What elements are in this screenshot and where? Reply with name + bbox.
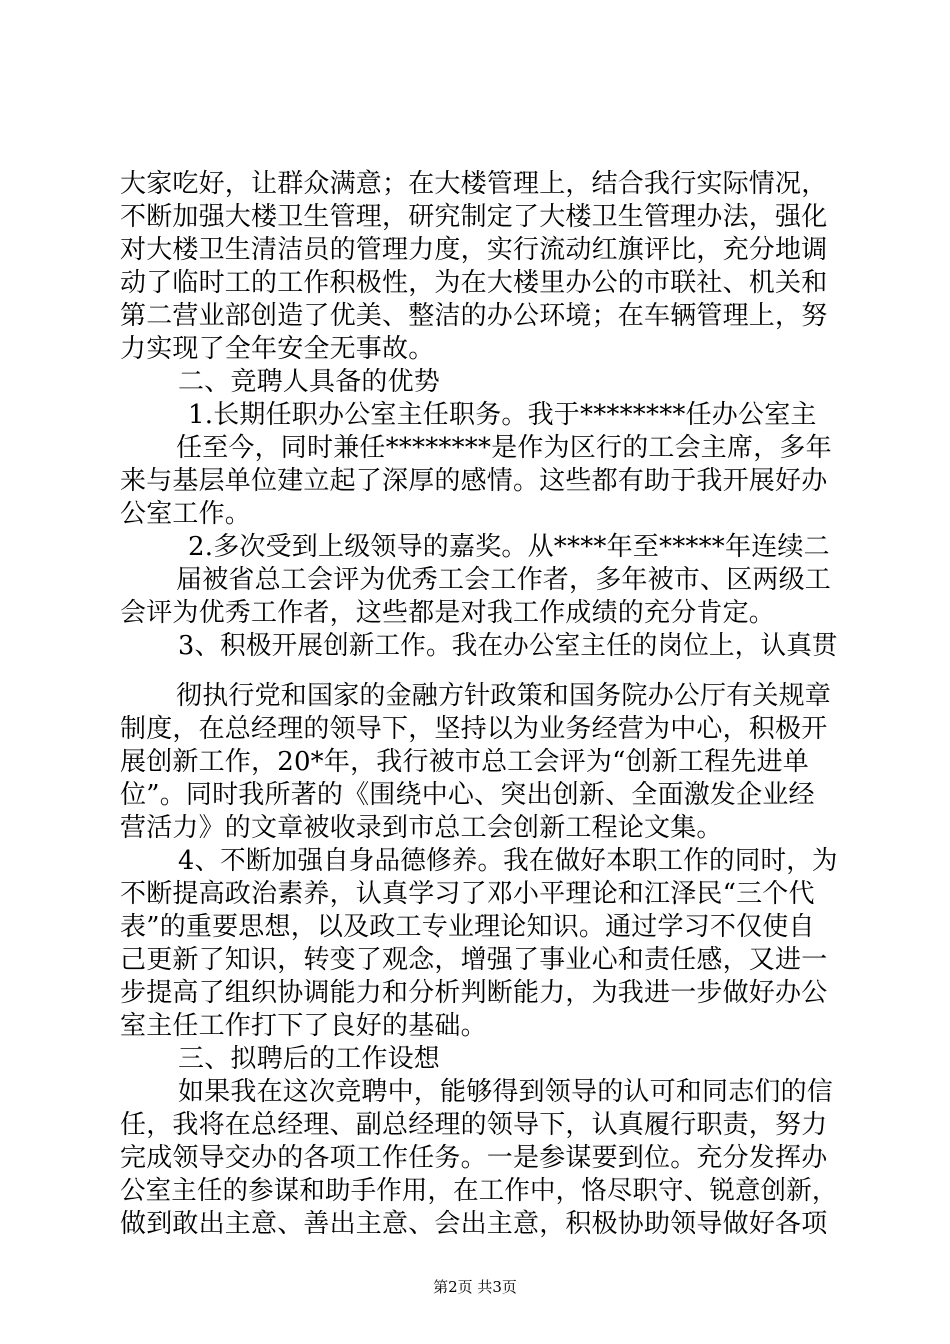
- text-line: 4、不断加强自身品德修养。我在做好本职工作的同时，为: [178, 846, 838, 876]
- text-line: 动了临时工的工作积极性，为在大楼里办公的市联社、机关和: [120, 268, 828, 298]
- text-line: 完成领导交办的各项工作任务。一是参谋要到位。充分发挥办: [120, 1143, 828, 1173]
- text-line: 位”。同时我所著的《围绕中心、突出创新、全面激发企业经: [120, 780, 815, 810]
- text-line: 届被省总工会评为优秀工会工作者，多年被市、区两级工: [176, 565, 832, 595]
- text-line: 表”的重要思想，以及政工专业理论知识。通过学习不仅使自: [120, 912, 815, 942]
- text-line: 3、积极开展创新工作。我在办公室主任的岗位上，认真贯: [178, 631, 838, 661]
- text-line: 如果我在这次竞聘中，能够得到领导的认可和同志们的信: [178, 1077, 834, 1107]
- text-line: 步提高了组织协调能力和分析判断能力，为我进一步做好办公: [120, 978, 828, 1008]
- text-line: 展创新工作，20*年，我行被市总工会评为“创新工程先进单: [120, 747, 809, 777]
- text-line: 制度，在总经理的领导下，坚持以为业务经营为中心，积极开: [120, 714, 828, 744]
- text-line: 来与基层单位建立起了深厚的感情。这些都有助于我开展好办: [120, 466, 828, 496]
- section-heading: 二、竞聘人具备的优势: [178, 367, 441, 397]
- section-heading: 三、拟聘后的工作设想: [178, 1044, 441, 1074]
- text-line: 会评为优秀工作者，这些都是对我工作成绩的充分肯定。: [120, 598, 776, 628]
- text-line: 大家吃好，让群众满意；在大楼管理上，结合我行实际情况，: [120, 169, 828, 199]
- text-line: 2.多次受到上级领导的嘉奖。从****年至*****年连续二: [188, 532, 830, 562]
- text-line: 任，我将在总经理、副总经理的领导下，认真履行职责，努力: [120, 1110, 828, 1140]
- text-line: 己更新了知识，转变了观念，增强了事业心和责任感，又进一: [120, 945, 828, 975]
- text-line: 1.长期任职办公室主任职务。我于********任办公室主: [188, 400, 817, 430]
- text-line: 室主任工作打下了良好的基础。: [120, 1011, 487, 1041]
- text-line: 公室工作。: [120, 499, 252, 529]
- text-line: 不断加强大楼卫生管理，研究制定了大楼卫生管理办法，强化: [120, 202, 828, 232]
- text-line: 彻执行党和国家的金融方针政策和国务院办公厅有关规章: [176, 681, 832, 711]
- text-line: 做到敢出主意、善出主意、会出主意，积极协助领导做好各项: [120, 1209, 828, 1239]
- text-line: 力实现了全年安全无事故。: [120, 334, 435, 364]
- text-line: 公室主任的参谋和助手作用，在工作中，恪尽职守、锐意创新，: [120, 1176, 838, 1206]
- text-line: 第二营业部创造了优美、整洁的办公环境；在车辆管理上，努: [120, 301, 828, 331]
- page-number-footer: 第2页 共3页: [433, 1278, 517, 1296]
- text-line: 任至今，同时兼任********是作为区行的工会主席，多年: [176, 433, 832, 463]
- text-line: 不断提高政治素养，认真学习了邓小平理论和江泽民“三个代: [120, 879, 815, 909]
- text-line: 营活力》的文章被收录到市总工会创新工程论文集。: [120, 813, 723, 843]
- text-line: 对大楼卫生清洁员的管理力度，实行流动红旗评比，充分地调: [120, 235, 828, 265]
